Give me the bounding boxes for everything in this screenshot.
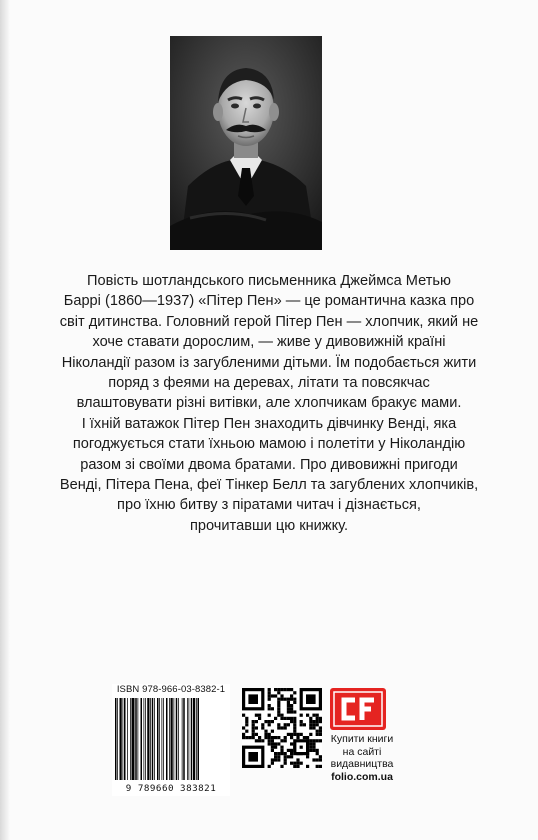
description-line: Повість шотландського письменника Джеймса Метью [87, 273, 451, 289]
description-line: світ дитинства. Головний герой Пітер Пен — хлопчик, який не [59, 313, 479, 330]
description-line: Венді, Пітера Пена, феї Тінкер Белл та загублених хлопчиків, [59, 477, 479, 494]
description-line: разом зі своїми двома братами. Про дивовижні пригоди [80, 456, 458, 473]
isbn-number: ISBN 978-966-03-8382-1 [116, 684, 226, 695]
author-portrait-photo [170, 36, 322, 250]
description-line: хоче ставати дорослим, — живе у дивовижній країні [92, 334, 446, 351]
description-line: І їхній ватажок Пітер Пен знаходить дівчинку Венді, яка [81, 415, 457, 432]
description-line: влаштовувати різні витівки, але хлопчикам бракує мами. [76, 395, 462, 412]
description-line: поряд з феями на деревах, літати та повсякчас [108, 375, 430, 392]
description-line: про їхню битву з піратами читач і дізнається, [117, 497, 421, 514]
description-line: прочитавши цю книжку. [189, 517, 349, 534]
shop-line: видавництва [330, 758, 394, 770]
description-line: погоджується стати їхньою мамою і полетіти у Ніколандію [72, 436, 466, 453]
book-description [58, 271, 480, 536]
description-line: Баррі (1860—1937) «Пітер Пен» — це романтична казка про [63, 293, 475, 310]
description-line: Ніколандії разом із загубленими дітьми. Їм подобається жити [61, 354, 477, 371]
ean-digits: 9 789660 383821 [125, 783, 217, 794]
shop-line: на сайті [342, 745, 382, 758]
isbn-barcode [112, 684, 230, 796]
publisher-shop-info [324, 733, 400, 783]
qr-code[interactable] [242, 688, 322, 768]
barcode-bars [114, 698, 228, 782]
publisher-website-link[interactable]: folio.com.ua [331, 770, 393, 783]
shop-line: Купити книги [330, 733, 394, 745]
publisher-logo [330, 688, 386, 730]
spine-edge-shadow [0, 0, 10, 840]
